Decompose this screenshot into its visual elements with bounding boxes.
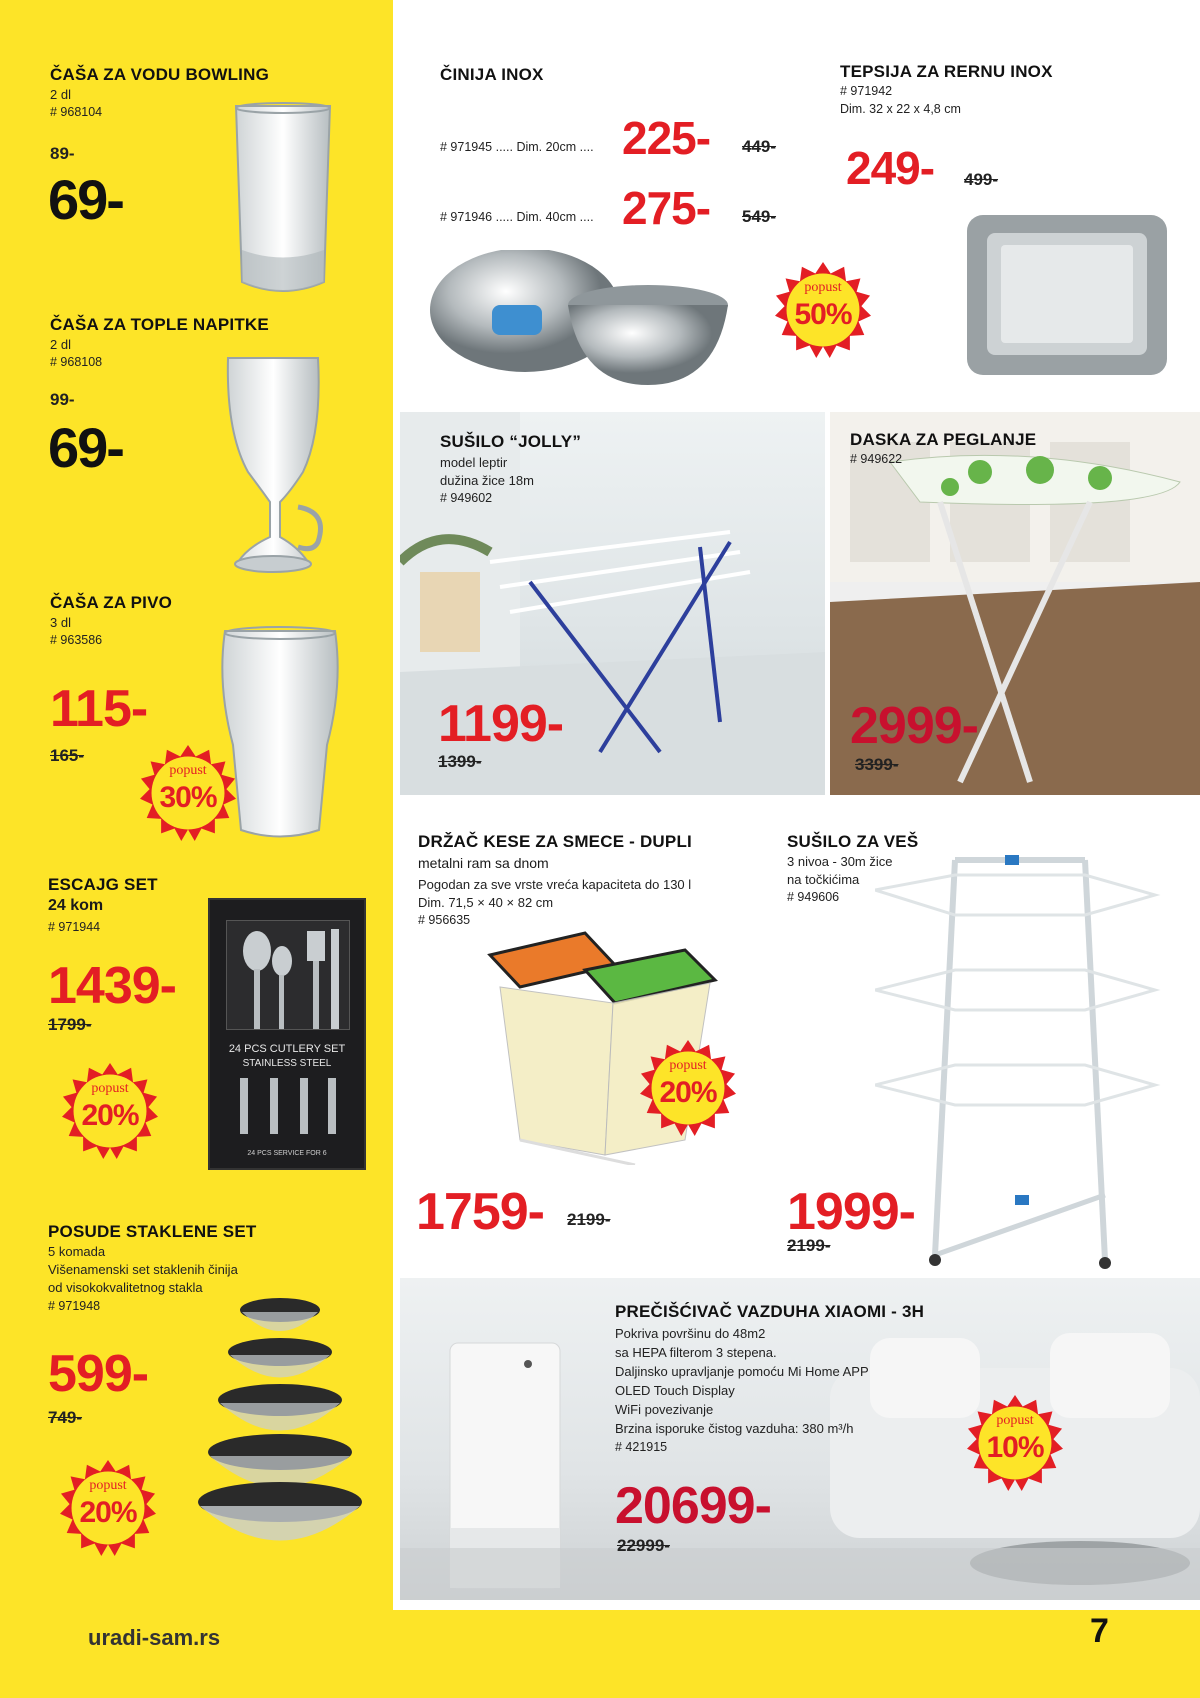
- badge-label: popust: [996, 1413, 1034, 1428]
- old-price: 3399-: [855, 755, 899, 774]
- current-price: 115-: [50, 680, 148, 738]
- current-price: 599-: [48, 1345, 149, 1403]
- laundry-dryer-image: [875, 855, 1165, 1275]
- product-title-hot-drink-glass: ČAŠA ZA TOPLE NAPITKE: [50, 315, 269, 334]
- old-price: 2199-: [787, 1236, 831, 1255]
- product-sub: Dim. 71,5 × 40 × 82 cm: [418, 895, 554, 910]
- product-sub: na točkićima: [787, 872, 860, 887]
- product-title-laundry-dryer: SUŠILO ZA VEŠ: [787, 832, 919, 851]
- product-code: # 971942: [840, 84, 893, 98]
- badge-label: popust: [89, 1478, 127, 1493]
- product-sub: 5 komada: [48, 1244, 106, 1259]
- product-title-inox-bowl: ČINIJA INOX: [440, 65, 544, 84]
- cutlery-box-image: [208, 898, 366, 1170]
- current-price: 249-: [846, 142, 935, 194]
- discount-badge: [967, 1395, 1063, 1491]
- current-price: 1999-: [787, 1183, 915, 1241]
- product-spec: Brzina isporuke čistog vazduha: 380 m³/h: [615, 1421, 854, 1436]
- current-price: 69-: [48, 416, 123, 479]
- product-code: # 963586: [50, 633, 103, 647]
- variant-price: 225-: [622, 112, 711, 164]
- product-title-beer-glass: ČAŠA ZA PIVO: [50, 593, 173, 612]
- product-title-ironing-board: DASKA ZA PEGLANJE: [850, 430, 1037, 449]
- product-sub: 3 nivoa - 30m žice: [787, 854, 893, 869]
- product-code: # 956635: [418, 913, 471, 927]
- product-sub: dužina žice 18m: [440, 473, 534, 488]
- badge-label: popust: [169, 763, 207, 778]
- product-code: # 971944: [48, 920, 101, 934]
- badge-value: 50%: [794, 298, 852, 331]
- product-code: # 949606: [787, 890, 840, 904]
- old-price: 1399-: [438, 752, 482, 771]
- product-title-jolly-dryer: SUŠILO “JOLLY”: [440, 432, 582, 451]
- glass-bowling-image: [228, 100, 338, 305]
- product-sub: Pogodan za sve vrste vreća kapaciteta do 130 l: [418, 877, 692, 892]
- product-sub: 24 kom: [48, 897, 104, 914]
- old-price: 89-: [50, 144, 75, 163]
- old-price: 165-: [50, 746, 85, 765]
- cutlery-window: [226, 920, 350, 1030]
- discount-badge: [60, 1460, 156, 1556]
- current-price: 20699-: [615, 1477, 771, 1535]
- badge-value: 20%: [81, 1099, 139, 1132]
- footer-bar: [0, 1610, 1200, 1698]
- product-code: # 968108: [50, 355, 103, 369]
- badge-value: 20%: [659, 1076, 717, 1109]
- current-price: 1439-: [48, 957, 176, 1015]
- variant-price: 275-: [622, 182, 711, 234]
- product-code: # 949602: [440, 491, 493, 505]
- product-sub: 2 dl: [50, 337, 71, 352]
- product-code: # 971948: [48, 1299, 101, 1313]
- footer-site-link[interactable]: uradi-sam.rs: [88, 1625, 221, 1650]
- current-price: 1199-: [438, 695, 564, 753]
- old-price: 749-: [48, 1408, 83, 1427]
- product-spec: OLED Touch Display: [615, 1383, 735, 1398]
- old-price: 2199-: [567, 1210, 611, 1229]
- old-price: 22999-: [617, 1536, 670, 1555]
- product-spec: Pokriva površinu do 48m2: [615, 1326, 766, 1341]
- product-title-trash-bag-holder: DRŽAČ KESE ZA SMECE - DUPLI: [418, 832, 692, 851]
- product-sub: metalni ram sa dnom: [418, 855, 549, 871]
- hot-drink-glass-image: [218, 352, 338, 582]
- old-price: 99-: [50, 390, 75, 409]
- old-price: 1799-: [48, 1015, 92, 1034]
- current-price: 69-: [48, 168, 123, 231]
- glass-containers-image: [190, 1290, 365, 1550]
- product-code: # 968104: [50, 105, 103, 119]
- current-price: 1759-: [416, 1183, 544, 1241]
- badge-label: popust: [804, 280, 842, 295]
- product-code: # 421915: [615, 1440, 668, 1454]
- product-title-oven-tray: TEPSIJA ZA RERNU INOX: [840, 62, 1053, 81]
- badge-label: popust: [669, 1058, 707, 1073]
- oven-tray-image: [965, 213, 1170, 378]
- product-spec: sa HEPA filterom 3 stepena.: [615, 1345, 777, 1360]
- product-dim: Dim. 32 x 22 x 4,8 cm: [840, 102, 961, 116]
- variant-old-price: 549-: [742, 207, 777, 226]
- photo-panel-air-purifier: [400, 1278, 1200, 1600]
- variant-row-text: # 971946 ..... Dim. 40cm ....: [440, 210, 594, 224]
- product-sub: Višenamenski set staklenih činija: [48, 1262, 238, 1277]
- inox-bowls-image: [430, 250, 730, 390]
- product-sub: 3 dl: [50, 615, 71, 630]
- badge-value: 20%: [79, 1496, 137, 1529]
- discount-badge: [775, 262, 871, 358]
- product-sub: 2 dl: [50, 87, 71, 102]
- badge-value: 10%: [986, 1431, 1044, 1464]
- current-price: 2999-: [850, 697, 978, 755]
- variant-row-text: # 971945 ..... Dim. 20cm ....: [440, 140, 594, 154]
- product-title-air-purifier: PREČIŠĆIVAČ VAZDUHA XIAOMI - 3H: [615, 1302, 925, 1321]
- discount-badge: [62, 1063, 158, 1159]
- product-sub: model leptir: [440, 455, 508, 470]
- page-number: 7: [1090, 1612, 1109, 1650]
- box-label: 24 PCS CUTLERY SET: [228, 1043, 346, 1055]
- product-title-cutlery-set: ESCAJG SET: [48, 875, 158, 894]
- product-sub: od visokokvalitetnog stakla: [48, 1280, 203, 1295]
- discount-badge: [640, 1040, 736, 1136]
- product-spec: WiFi povezivanje: [615, 1402, 714, 1417]
- badge-label: popust: [91, 1081, 129, 1096]
- box-label: STAINLESS STEEL: [242, 1058, 332, 1069]
- variant-old-price: 449-: [742, 137, 777, 156]
- box-label: 24 PCS SERVICE FOR 6: [247, 1150, 327, 1157]
- product-code: # 949622: [850, 452, 903, 466]
- discount-badge: [140, 745, 236, 841]
- product-spec: Daljinsko upravljanje pomoću Mi Home APP: [615, 1364, 869, 1379]
- badge-value: 30%: [159, 781, 217, 814]
- old-price: 499-: [964, 170, 999, 189]
- product-title-water-glass: ČAŠA ZA VODU BOWLING: [50, 65, 270, 84]
- product-title-glass-containers: POSUDE STAKLENE SET: [48, 1222, 257, 1241]
